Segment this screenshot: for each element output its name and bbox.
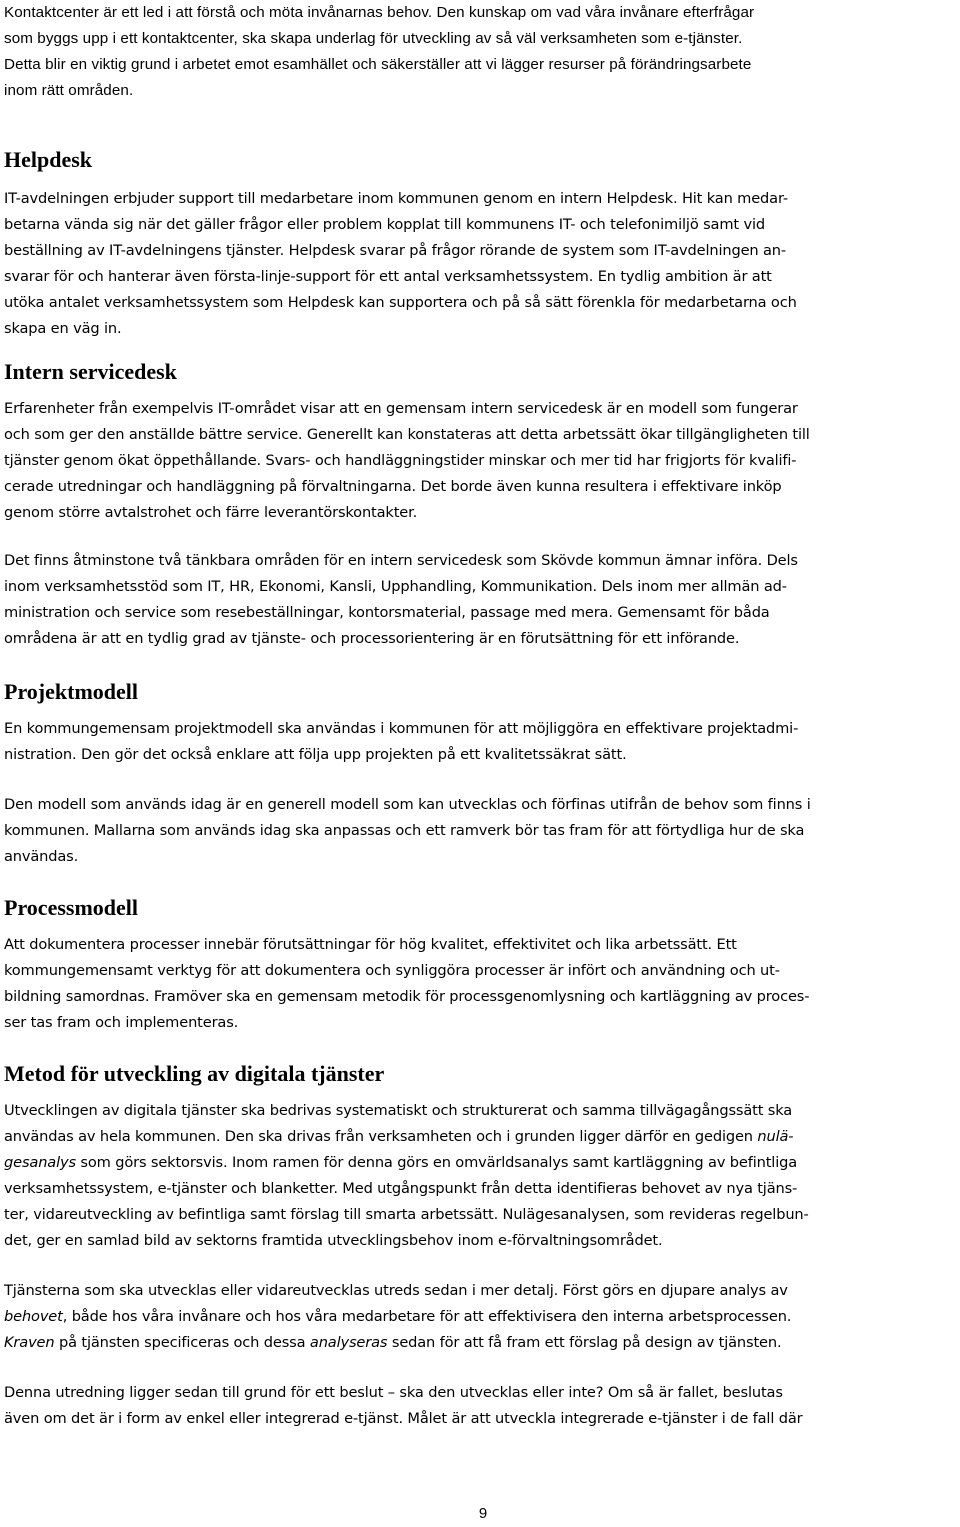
text-line: Det finns åtminstone två tänkbara områden för en intern servicedesk som Skövde kommun ämnar införa. Dels bbox=[4, 552, 798, 569]
text-line: även om det är i form av enkel eller integrerad e-tjänst. Målet är att utveckla integrerade e-tjänster i de fall där bbox=[4, 1410, 803, 1427]
emphasis-text: Kraven bbox=[4, 1334, 55, 1351]
text-line: bildning samordnas. Framöver ska en gemensam metodik för processgenomlysning och kartläggning av proces- bbox=[4, 988, 810, 1005]
text-line: Utvecklingen av digitala tjänster ska bedrivas systematiskt och strukturerat och samma tillvägagångssätt ska bbox=[4, 1102, 793, 1119]
text-line: på tjänsten specificeras och dessa bbox=[54, 1334, 310, 1351]
projektmodell-paragraph-2 bbox=[4, 792, 958, 870]
emphasis-text: nulä- bbox=[757, 1128, 794, 1145]
page-number: 9 bbox=[478, 1505, 488, 1522]
emphasis-text: gesanalys bbox=[4, 1154, 76, 1171]
helpdesk-paragraph bbox=[4, 186, 958, 342]
text-line: IT-avdelningen erbjuder support till medarbetare inom kommunen genom en intern Helpdesk. Hit kan medar- bbox=[4, 190, 788, 207]
heading-metod: Metod för utveckling av digitala tjänster bbox=[4, 1061, 385, 1086]
servicedesk-paragraph-1 bbox=[4, 396, 958, 526]
text-line: Den modell som används idag är en generell modell som kan utvecklas och förfinas utifrån de behov som finns i bbox=[4, 796, 811, 813]
heading-servicedesk: Intern servicedesk bbox=[4, 359, 177, 384]
metod-paragraph-1 bbox=[4, 1098, 958, 1254]
text-line: ser tas fram och implementeras. bbox=[4, 1014, 239, 1031]
text-line: utöka antalet verksamhetssystem som Helpdesk kan supportera och på så sätt förenkla för medarbetarna och bbox=[4, 294, 797, 311]
heading-projektmodell: Projektmodell bbox=[4, 679, 139, 704]
processmodell-paragraph bbox=[4, 932, 958, 1036]
text-line: kommunen. Mallarna som används idag ska anpassas och ett ramverk bör tas fram för att förtydliga hur de ska bbox=[4, 822, 805, 839]
text-line: ministration och service som resebeställningar, kontorsmaterial, passage med mera. Gemensamt för båda bbox=[4, 604, 770, 621]
text-line: Kontaktcenter är ett led i att förstå och möta invånarnas behov. Den kunskap om vad våra invånare efterfrågar bbox=[4, 4, 755, 21]
emphasis-text: behovet bbox=[4, 1308, 63, 1325]
text-line: skapa en väg in. bbox=[4, 320, 122, 337]
servicedesk-paragraph-2 bbox=[4, 548, 958, 652]
text-line: Tjänsterna som ska utvecklas eller vidareutvecklas utreds sedan i mer detalj. Först görs en djupare analys av bbox=[4, 1282, 788, 1299]
text-line: kommungemensamt verktyg för att dokumentera och synliggöra processer är infört och användning och ut- bbox=[4, 962, 780, 979]
document-page bbox=[4, 0, 958, 1432]
text-line: sedan för att få fram ett förslag på design av tjänsten. bbox=[387, 1334, 782, 1351]
text-line: tjänster genom ökat öppethållande. Svars- och handläggningstider minskar och mer tid har frigjorts för kvalifi- bbox=[4, 452, 797, 469]
text-line: användas av hela kommunen. Den ska drivas från verksamheten och i grunden ligger därför en gedigen bbox=[4, 1128, 758, 1145]
text-line: inom verksamhetsstöd som IT, HR, Ekonomi, Kansli, Upphandling, Kommunikation. Dels inom mer allmän ad- bbox=[4, 578, 787, 595]
projektmodell-paragraph-1 bbox=[4, 716, 958, 768]
metod-paragraph-3 bbox=[4, 1380, 958, 1432]
metod-paragraph-2 bbox=[4, 1278, 958, 1356]
text-line: det, ger en samlad bild av sektorns framtida utvecklingsbehov inom e-förvaltningsområdet. bbox=[4, 1232, 663, 1249]
text-line: betarna vända sig när det gäller frågor eller problem kopplat till kommunens IT- och telefonimiljö samt vid bbox=[4, 216, 765, 233]
text-line: områdena är att en tydlig grad av tjänste- och processorientering är en förutsättning för ett införande. bbox=[4, 630, 740, 647]
text-line: användas. bbox=[4, 848, 79, 865]
text-line: som byggs upp i ett kontaktcenter, ska skapa underlag för utveckling av så väl verksamheten som e-tjänster. bbox=[4, 30, 743, 47]
text-line: ter, vidareutveckling av befintliga samt förslag till smarta arbetssätt. Nulägesanalysen, som revideras regelbun- bbox=[4, 1206, 809, 1223]
text-line: verksamhetssystem, e-tjänster och blanketter. Med utgångspunkt från detta identifieras behovet av nya tjäns- bbox=[4, 1180, 798, 1197]
emphasis-text: analyseras bbox=[309, 1334, 388, 1351]
text-line: cerade utredningar och handläggning på förvaltningarna. Det borde även kunna resultera i effektivare inköp bbox=[4, 478, 782, 495]
text-line: beställning av IT-avdelningens tjänster. Helpdesk svarar på frågor rörande de system som IT-avdelningen an- bbox=[4, 242, 787, 259]
text-line: genom större avtalstrohet och färre leverantörskontakter. bbox=[4, 504, 418, 521]
text-line: inom rätt områden. bbox=[4, 82, 134, 99]
text-line: En kommungemensam projektmodell ska användas i kommunen för att möjliggöra en effektivare projektadmi- bbox=[4, 720, 799, 737]
heading-helpdesk: Helpdesk bbox=[4, 147, 93, 172]
text-line: och som ger den anställde bättre service. Generellt kan konstateras att detta arbetssätt ökar tillgängligheten till bbox=[4, 426, 810, 443]
text-line: nistration. Den gör det också enklare att följa upp projekten på ett kvalitetssäkrat sätt. bbox=[4, 746, 627, 763]
text-line: Att dokumentera processer innebär förutsättningar för hög kvalitet, effektivitet och lika arbetssätt. Ett bbox=[4, 936, 737, 953]
text-line: Detta blir en viktig grund i arbetet emot esamhället och säkerställer att vi lägger resurser på förändringsarbete bbox=[4, 56, 752, 73]
text-line: Denna utredning ligger sedan till grund för ett beslut – ska den utvecklas eller inte? Om så är fallet, beslutas bbox=[4, 1384, 783, 1401]
text-line: Erfarenheter från exempelvis IT-området visar att en gemensam intern servicedesk är en modell som fungerar bbox=[4, 400, 798, 417]
heading-processmodell: Processmodell bbox=[4, 895, 139, 920]
text-line: svarar för och hanterar även första-linje-support för ett antal verksamhetssystem. En tydlig ambition är att bbox=[4, 268, 772, 285]
intro-paragraph bbox=[4, 0, 958, 104]
text-line: som görs sektorsvis. Inom ramen för denna görs en omvärldsanalys samt kartläggning av befintliga bbox=[75, 1154, 798, 1171]
text-line: , både hos våra invånare och hos våra medarbetare för att effektivisera den interna arbetsprocessen. bbox=[62, 1308, 792, 1325]
